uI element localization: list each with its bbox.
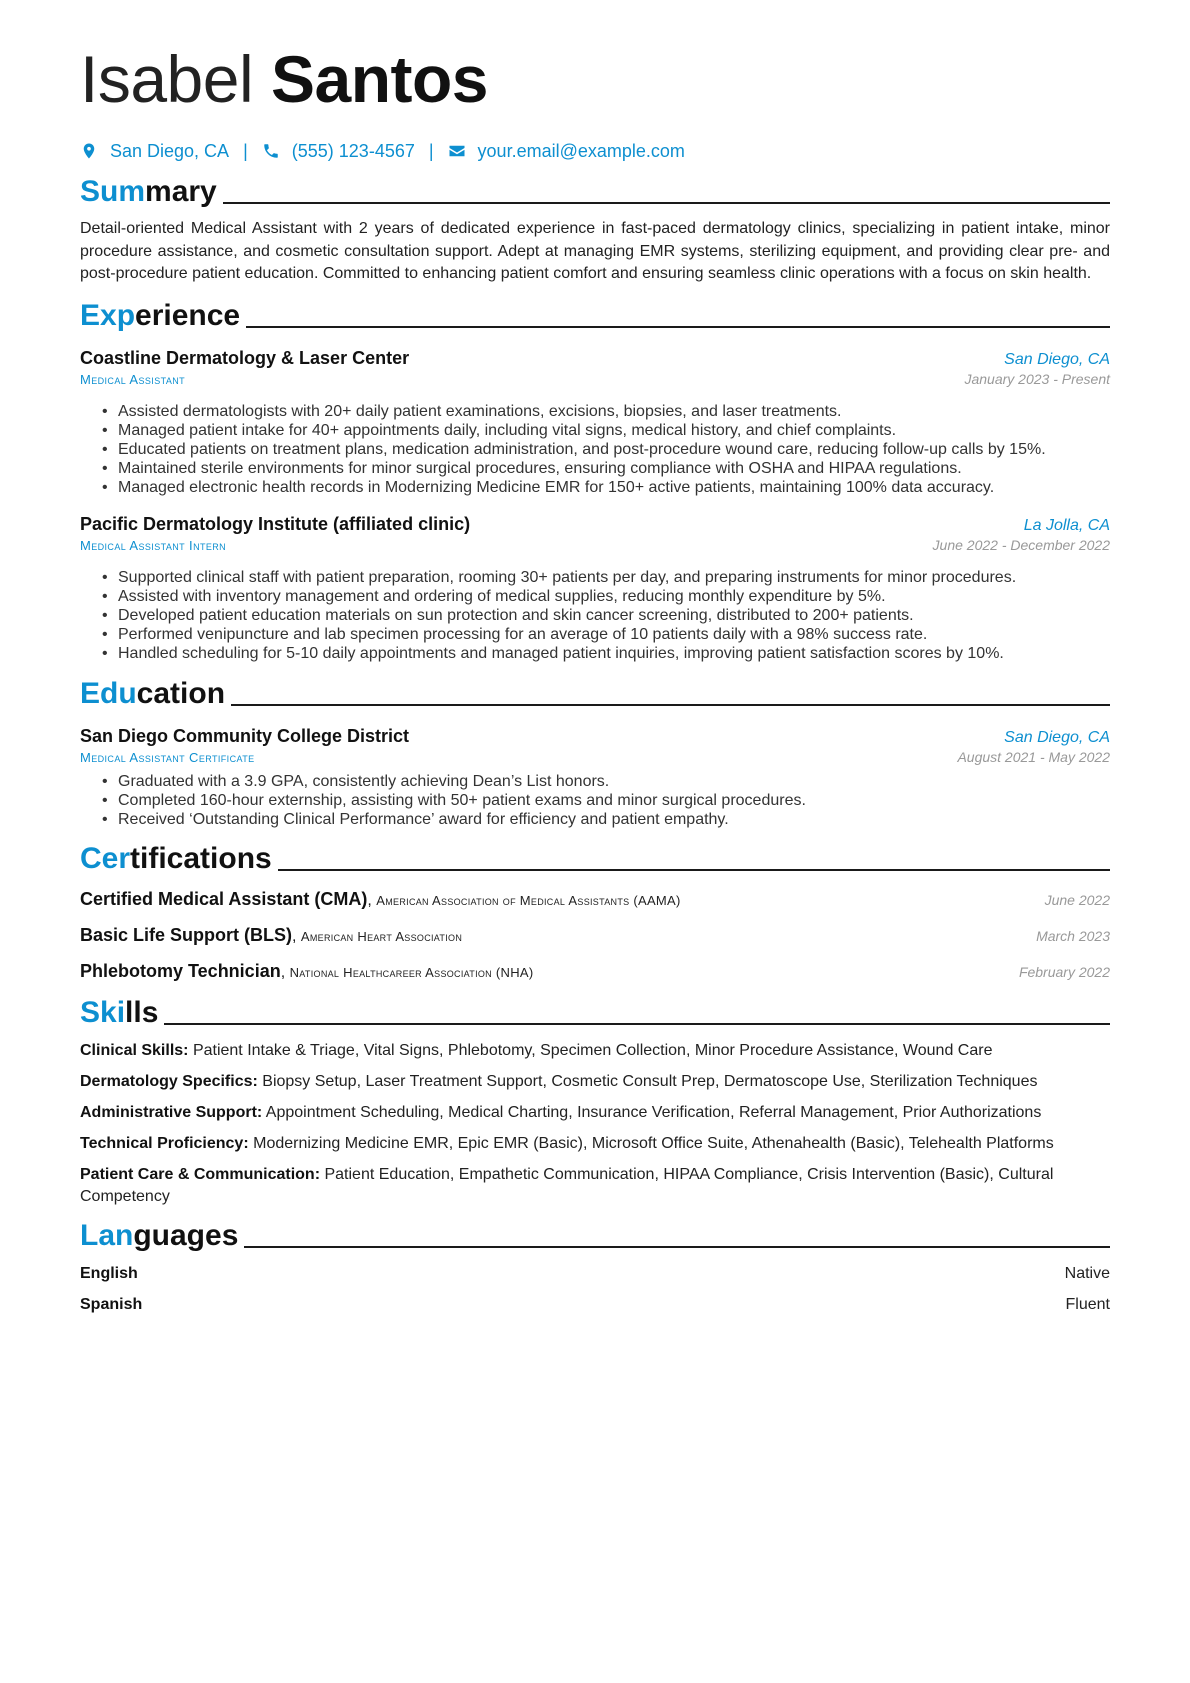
list-item: • Assisted with inventory management and ordering of medical supplies, reducing monthly expenditure by 5%. [102,587,1110,606]
experience-entry [80,512,1110,664]
map-pin-icon [80,142,98,160]
employer-name: Coastline Dermatology & Laser Center [80,347,410,368]
contact-separator: | [428,140,434,161]
certification-issuer: American Association of Medical Assistants (AAMA) [376,893,681,909]
education-dates: August 2021 - May 2022 [957,748,1110,765]
employer-location: La Jolla, CA [1023,516,1110,534]
skill-label: Clinical Skills: [80,1042,189,1060]
certification-name: Basic Life Support (BLS) [80,925,293,946]
section-rule [246,326,1110,328]
skill-value: Modernizing Medicine EMR, Epic EMR (Basic), Microsoft Office Suite, Athenahealth (Basic), Telehealth Platforms [253,1135,1054,1153]
certification-date: June 2022 [1044,892,1110,909]
employer-location: San Diego, CA [1004,350,1110,368]
list-item: • Managed electronic health records in Modernizing Medicine EMR for 150+ active patients, maintaining 100% data accuracy. [102,478,1110,497]
list-item: • Performed venipuncture and lab specimen processing for an average of 10 patients daily with a 98% success rate. [102,625,1110,644]
job-dates: June 2022 - December 2022 [932,536,1110,553]
skill-group [80,1071,1110,1093]
job-title: Medical Assistant Intern [80,537,227,553]
skill-group [80,1102,1110,1124]
education-entry [80,724,1110,830]
contact-email[interactable] [448,141,685,162]
employer-name: Pacific Dermatology Institute (affiliated clinic) [80,513,471,534]
summary-text: Detail-oriented Medical Assistant with 2 years of dedicated experience in fast-paced dermatology clinics, specializing in patient intake, minor procedure assistance, and cosmetic consultation support. Adept at managing EMR systems, sterilizing equipment, and providing clear pre- and post-procedure patient education. Committed to enhancing patient comfort and ensuring seamless clinic operations with a focus on skin health. [80,220,1110,282]
skill-value: Patient Intake & Triage, Vital Signs, Phlebotomy, Specimen Collection, Minor Procedure Assistance, Wound Care [192,1042,993,1060]
language-item [80,1263,1110,1285]
certification-item: Phlebotomy Technician, National Healthcareer Association (NHA) February 2022 [80,959,1110,985]
location-text: San Diego, CA [110,140,230,161]
section-title: Education [80,676,226,710]
list-item: • Maintained sterile environments for minor surgical procedures, ensuring compliance with OSHA and HIPAA regulations. [102,459,1110,478]
certification-name: Phlebotomy Technician [80,961,281,982]
credential: Medical Assistant Certificate [80,749,255,765]
last-name: Santos [270,42,489,116]
skill-label: Technical Proficiency: [80,1135,249,1153]
first-name: Isabel [80,42,254,116]
envelope-icon [448,142,466,160]
skills-heading [80,991,1110,1031]
education-section [80,672,1110,830]
list-item: • Completed 160-hour externship, assisting with 50+ patient exams and minor surgical procedures. [102,791,1110,810]
list-item: • Educated patients on treatment plans, medication administration, and post-procedure wound care, reducing follow-up calls by 15%. [102,440,1110,459]
school-location: San Diego, CA [1004,728,1110,746]
certification-date: February 2022 [1018,964,1110,981]
language-item [80,1294,1110,1316]
list-item: • Managed patient intake for 40+ appointments daily, including vital signs, medical history, and chief complaints. [102,421,1110,440]
certifications-section [80,837,1110,985]
achievement-list [80,402,1110,498]
section-rule [223,202,1110,204]
certification-item: Basic Life Support (BLS), American Heart Association March 2023 [80,923,1110,949]
list-item: • Supported clinical staff with patient preparation, rooming 30+ patients per day, and preparing instruments for minor procedures. [102,568,1110,587]
skill-value: Patient Education, Empathetic Communication, HIPAA Compliance, Crisis Intervention (Basic), Cultural Competency [80,1166,1054,1206]
job-dates: January 2023 - Present [964,370,1110,387]
skill-value: Appointment Scheduling, Medical Charting, Insurance Verification, Referral Management, Prior Authorizations [265,1104,1042,1122]
section-title: Summary [80,175,217,208]
list-item: • Developed patient education materials on sun protection and skin cancer screening, distributed to 200+ patients. [102,606,1110,625]
certification-date: March 2023 [1036,928,1110,945]
skill-label: Administrative Support: [80,1104,263,1122]
skills-section [80,991,1110,1208]
experience-entry [80,346,1110,498]
skill-group [80,1133,1110,1155]
section-title: Languages [80,1219,239,1253]
language-name: English [80,1265,138,1283]
contact-bar [80,136,1110,166]
skill-group [80,1164,1110,1208]
section-title: Certifications [80,842,272,876]
certification-issuer: National Healthcareer Association (NHA) [289,965,534,981]
achievement-list [80,772,1110,830]
skill-label: Patient Care & Communication: [80,1166,321,1184]
achievement-list [80,568,1110,664]
candidate-name [80,40,1110,118]
school-name: San Diego Community College District [80,725,410,746]
skill-value: Biopsy Setup, Laser Treatment Support, Cosmetic Consult Prep, Dermatoscope Use, Sterilization Techniques [262,1073,1038,1091]
language-level: Fluent [1065,1296,1110,1314]
list-item: • Received ‘Outstanding Clinical Performance’ award for efficiency and patient empathy. [102,810,1110,829]
job-title: Medical Assistant [80,371,186,387]
summary-section [80,170,1110,286]
contact-phone[interactable] [262,141,415,162]
list-item: • Handled scheduling for 5-10 daily appointments and managed patient inquiries, improving patient satisfaction scores by 10%. [102,644,1110,663]
languages-section [80,1214,1110,1316]
section-title: Experience [80,298,241,332]
section-rule [164,1023,1110,1025]
phone-icon [262,142,280,160]
section-title: Skills [80,996,159,1030]
certifications-heading [80,837,1110,877]
language-level: Native [1064,1265,1110,1283]
certification-name: Certified Medical Assistant (CMA) [80,889,368,910]
section-rule [244,1246,1110,1248]
summary-heading [80,170,1110,210]
contact-separator: | [243,140,248,161]
contact-location [80,141,229,162]
certification-item: Certified Medical Assistant (CMA), American Association of Medical Assistants (AAMA) June 2022 [80,887,1110,913]
education-heading [80,672,1110,712]
skill-group [80,1040,1110,1062]
experience-heading [80,294,1110,334]
section-rule [231,704,1110,706]
list-item: • Graduated with a 3.9 GPA, consistently achieving Dean’s List honors. [102,772,1110,791]
skill-label: Dermatology Specifics: [80,1073,258,1091]
experience-section [80,294,1110,664]
certification-issuer: American Heart Association [300,929,463,945]
section-rule [278,869,1110,871]
language-name: Spanish [80,1296,143,1314]
languages-heading [80,1214,1110,1254]
email-link[interactable]: your.email@example.com [477,140,685,161]
list-item: • Assisted dermatologists with 20+ daily patient examinations, excisions, biopsies, and laser treatments. [102,402,1110,421]
phone-text[interactable]: (555) 123-4567 [291,140,415,161]
